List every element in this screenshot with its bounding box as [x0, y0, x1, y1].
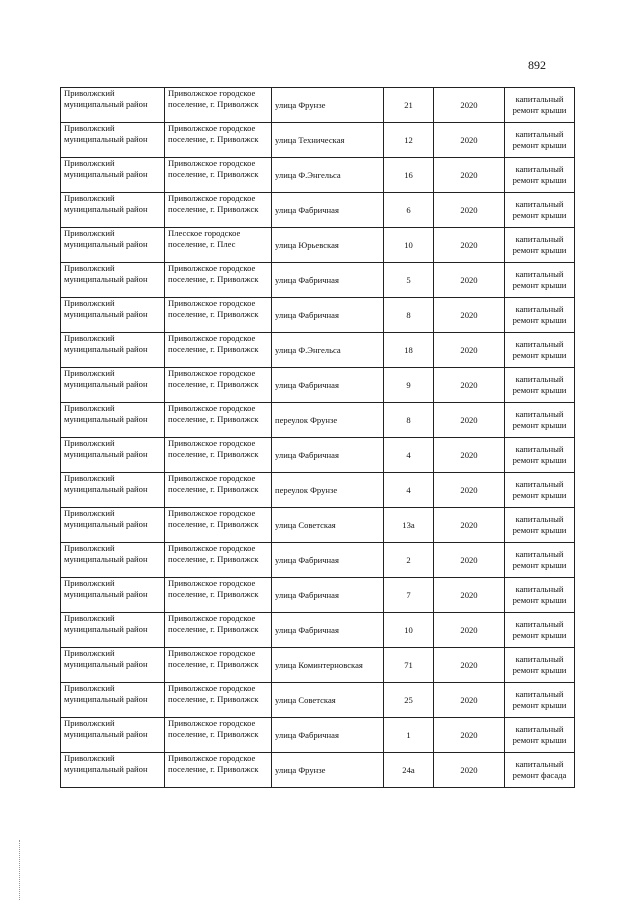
street-cell: переулок Фрунзе: [272, 473, 384, 508]
settlement-cell: Приволжское городское поселение, г. Приволжск: [165, 753, 272, 788]
year-cell: 2020: [434, 88, 505, 123]
street-cell: улица Фрунзе: [272, 88, 384, 123]
settlement-cell: Приволжское городское поселение, г. Приволжск: [165, 648, 272, 683]
table-row: [61, 333, 575, 368]
year-cell: 2020: [434, 613, 505, 648]
scan-margin-marks: [19, 840, 21, 900]
year-cell: 2020: [434, 473, 505, 508]
settlement-cell: Приволжское городское поселение, г. Приволжск: [165, 543, 272, 578]
year-cell: 2020: [434, 753, 505, 788]
settlement-cell: Приволжское городское поселение, г. Приволжск: [165, 578, 272, 613]
house-number-cell: 4: [384, 473, 434, 508]
table-row: [61, 88, 575, 123]
settlement-cell: Приволжское городское поселение, г. Приволжск: [165, 88, 272, 123]
district-cell: Приволжский муниципальный район: [61, 543, 165, 578]
table-row: [61, 578, 575, 613]
district-cell: Приволжский муниципальный район: [61, 298, 165, 333]
work-type-cell: капитальный ремонт крыши: [505, 508, 575, 543]
street-cell: улица Фабричная: [272, 368, 384, 403]
work-type-cell: капитальный ремонт крыши: [505, 193, 575, 228]
table-row: [61, 403, 575, 438]
street-cell: улица Советская: [272, 508, 384, 543]
house-number-cell: 4: [384, 438, 434, 473]
settlement-cell: Приволжское городское поселение, г. Приволжск: [165, 368, 272, 403]
table-row: [61, 718, 575, 753]
year-cell: 2020: [434, 718, 505, 753]
work-type-cell: капитальный ремонт крыши: [505, 368, 575, 403]
district-cell: Приволжский муниципальный район: [61, 263, 165, 298]
street-cell: улица Фабричная: [272, 298, 384, 333]
street-cell: переулок Фрунзе: [272, 403, 384, 438]
work-type-cell: капитальный ремонт крыши: [505, 123, 575, 158]
settlement-cell: Плесское городское поселение, г. Плес: [165, 228, 272, 263]
settlement-cell: Приволжское городское поселение, г. Приволжск: [165, 508, 272, 543]
settlement-cell: Приволжское городское поселение, г. Приволжск: [165, 123, 272, 158]
repair-schedule-table: [60, 87, 575, 788]
year-cell: 2020: [434, 438, 505, 473]
work-type-cell: капитальный ремонт крыши: [505, 333, 575, 368]
year-cell: 2020: [434, 403, 505, 438]
year-cell: 2020: [434, 193, 505, 228]
work-type-cell: капитальный ремонт крыши: [505, 403, 575, 438]
table-row: [61, 648, 575, 683]
work-type-cell: капитальный ремонт крыши: [505, 158, 575, 193]
house-number-cell: 25: [384, 683, 434, 718]
work-type-cell: капитальный ремонт крыши: [505, 228, 575, 263]
house-number-cell: 8: [384, 403, 434, 438]
house-number-cell: 8: [384, 298, 434, 333]
district-cell: Приволжский муниципальный район: [61, 683, 165, 718]
street-cell: улица Фабричная: [272, 543, 384, 578]
table-body: [61, 88, 575, 788]
house-number-cell: 18: [384, 333, 434, 368]
district-cell: Приволжский муниципальный район: [61, 753, 165, 788]
year-cell: 2020: [434, 368, 505, 403]
house-number-cell: 10: [384, 613, 434, 648]
settlement-cell: Приволжское городское поселение, г. Приволжск: [165, 403, 272, 438]
district-cell: Приволжский муниципальный район: [61, 193, 165, 228]
year-cell: 2020: [434, 333, 505, 368]
street-cell: улица Фабричная: [272, 578, 384, 613]
district-cell: Приволжский муниципальный район: [61, 228, 165, 263]
house-number-cell: 24а: [384, 753, 434, 788]
house-number-cell: 7: [384, 578, 434, 613]
table-row: [61, 368, 575, 403]
street-cell: улица Юрьевская: [272, 228, 384, 263]
district-cell: Приволжский муниципальный район: [61, 718, 165, 753]
work-type-cell: капитальный ремонт фасада: [505, 753, 575, 788]
house-number-cell: 71: [384, 648, 434, 683]
street-cell: улица Коминтерновская: [272, 648, 384, 683]
street-cell: улица Фабричная: [272, 263, 384, 298]
work-type-cell: капитальный ремонт крыши: [505, 648, 575, 683]
street-cell: улица Фабричная: [272, 718, 384, 753]
settlement-cell: Приволжское городское поселение, г. Приволжск: [165, 333, 272, 368]
settlement-cell: Приволжское городское поселение, г. Приволжск: [165, 683, 272, 718]
settlement-cell: Приволжское городское поселение, г. Приволжск: [165, 298, 272, 333]
table-row: [61, 158, 575, 193]
work-type-cell: капитальный ремонт крыши: [505, 88, 575, 123]
settlement-cell: Приволжское городское поселение, г. Приволжск: [165, 158, 272, 193]
district-cell: Приволжский муниципальный район: [61, 473, 165, 508]
work-type-cell: капитальный ремонт крыши: [505, 298, 575, 333]
street-cell: улица Фабричная: [272, 193, 384, 228]
settlement-cell: Приволжское городское поселение, г. Приволжск: [165, 193, 272, 228]
work-type-cell: капитальный ремонт крыши: [505, 613, 575, 648]
table-row: [61, 753, 575, 788]
street-cell: улица Советская: [272, 683, 384, 718]
table-row: [61, 123, 575, 158]
street-cell: улица Фабричная: [272, 438, 384, 473]
settlement-cell: Приволжское городское поселение, г. Приволжск: [165, 438, 272, 473]
district-cell: Приволжский муниципальный район: [61, 438, 165, 473]
district-cell: Приволжский муниципальный район: [61, 88, 165, 123]
house-number-cell: 5: [384, 263, 434, 298]
house-number-cell: 6: [384, 193, 434, 228]
year-cell: 2020: [434, 298, 505, 333]
year-cell: 2020: [434, 158, 505, 193]
district-cell: Приволжский муниципальный район: [61, 578, 165, 613]
year-cell: 2020: [434, 508, 505, 543]
table-row: [61, 543, 575, 578]
year-cell: 2020: [434, 578, 505, 613]
settlement-cell: Приволжское городское поселение, г. Приволжск: [165, 263, 272, 298]
work-type-cell: капитальный ремонт крыши: [505, 263, 575, 298]
work-type-cell: капитальный ремонт крыши: [505, 543, 575, 578]
settlement-cell: Приволжское городское поселение, г. Приволжск: [165, 613, 272, 648]
house-number-cell: 12: [384, 123, 434, 158]
settlement-cell: Приволжское городское поселение, г. Приволжск: [165, 718, 272, 753]
table-row: [61, 298, 575, 333]
district-cell: Приволжский муниципальный район: [61, 333, 165, 368]
page-number: 892: [528, 58, 546, 72]
table-row: [61, 613, 575, 648]
house-number-cell: 9: [384, 368, 434, 403]
table-row: [61, 228, 575, 263]
district-cell: Приволжский муниципальный район: [61, 158, 165, 193]
table-row: [61, 683, 575, 718]
district-cell: Приволжский муниципальный район: [61, 613, 165, 648]
house-number-cell: 13а: [384, 508, 434, 543]
street-cell: улица Ф.Энгельса: [272, 333, 384, 368]
year-cell: 2020: [434, 123, 505, 158]
street-cell: улица Фабричная: [272, 613, 384, 648]
street-cell: улица Техническая: [272, 123, 384, 158]
year-cell: 2020: [434, 683, 505, 718]
settlement-cell: Приволжское городское поселение, г. Приволжск: [165, 473, 272, 508]
district-cell: Приволжский муниципальный район: [61, 403, 165, 438]
table-row: [61, 438, 575, 473]
year-cell: 2020: [434, 648, 505, 683]
year-cell: 2020: [434, 543, 505, 578]
work-type-cell: капитальный ремонт крыши: [505, 578, 575, 613]
street-cell: улица Ф.Энгельса: [272, 158, 384, 193]
table-row: [61, 508, 575, 543]
district-cell: Приволжский муниципальный район: [61, 368, 165, 403]
house-number-cell: 10: [384, 228, 434, 263]
work-type-cell: капитальный ремонт крыши: [505, 473, 575, 508]
table-row: [61, 263, 575, 298]
table-row: [61, 193, 575, 228]
house-number-cell: 2: [384, 543, 434, 578]
house-number-cell: 16: [384, 158, 434, 193]
work-type-cell: капитальный ремонт крыши: [505, 718, 575, 753]
year-cell: 2020: [434, 263, 505, 298]
district-cell: Приволжский муниципальный район: [61, 648, 165, 683]
work-type-cell: капитальный ремонт крыши: [505, 438, 575, 473]
year-cell: 2020: [434, 228, 505, 263]
house-number-cell: 1: [384, 718, 434, 753]
work-type-cell: капитальный ремонт крыши: [505, 683, 575, 718]
district-cell: Приволжский муниципальный район: [61, 123, 165, 158]
street-cell: улица Фрунзе: [272, 753, 384, 788]
house-number-cell: 21: [384, 88, 434, 123]
district-cell: Приволжский муниципальный район: [61, 508, 165, 543]
table-row: [61, 473, 575, 508]
